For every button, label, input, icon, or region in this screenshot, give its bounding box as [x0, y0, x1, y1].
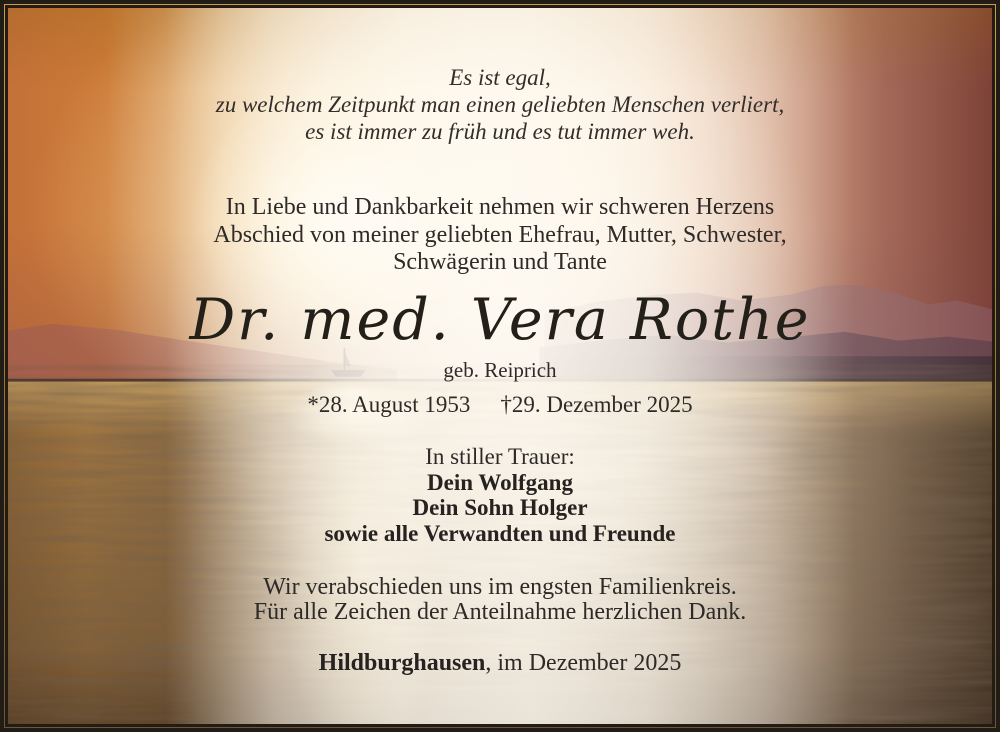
intro-line-2: Abschied von meiner geliebten Ehefrau, Mutter, Schwester,: [213, 221, 787, 248]
birth-date: *28. August 1953: [307, 392, 471, 417]
obituary-content: [8, 8, 992, 724]
maiden-name: geb. Reiprich: [443, 358, 557, 382]
intro-line-1: In Liebe und Dankbarkeit nehmen wir schweren Herzens: [225, 194, 775, 220]
mourner-3: sowie alle Verwandten und Freunde: [324, 520, 676, 546]
farewell-line-2: Für alle Zeichen der Anteilnahme herzlichen Dank.: [253, 599, 747, 625]
intro-line-3: Schwägerin und Tante: [393, 249, 607, 275]
mourning-section: [8, 444, 992, 546]
sunset-photo-area: [8, 8, 992, 724]
life-dates: [8, 392, 992, 418]
signoff-date: , im Dezember 2025: [485, 650, 682, 676]
epigraph-line-1: Es ist egal,: [449, 65, 551, 90]
death-date: †29. Dezember 2025: [500, 392, 693, 417]
mourning-heading: In stiller Trauer:: [425, 444, 575, 469]
epigraph: [8, 64, 992, 145]
farewell-text: [8, 575, 992, 625]
mourner-1: Dein Wolfgang: [427, 469, 573, 495]
farewell-line-1: Wir verabschieden uns im engsten Familienkreis.: [263, 574, 737, 600]
epigraph-line-2: zu welchem Zeitpunkt man einen geliebten Menschen verliert,: [215, 92, 785, 117]
signoff-place: Hildburghausen: [318, 650, 486, 676]
signoff-line: [8, 650, 992, 676]
mourner-2: Dein Sohn Holger: [412, 495, 588, 520]
epigraph-line-3: es ist immer zu früh und es tut immer weh.: [305, 119, 695, 144]
deceased-name: Dr. med. Vera Rothe: [189, 287, 811, 353]
intro-text: [8, 194, 992, 277]
